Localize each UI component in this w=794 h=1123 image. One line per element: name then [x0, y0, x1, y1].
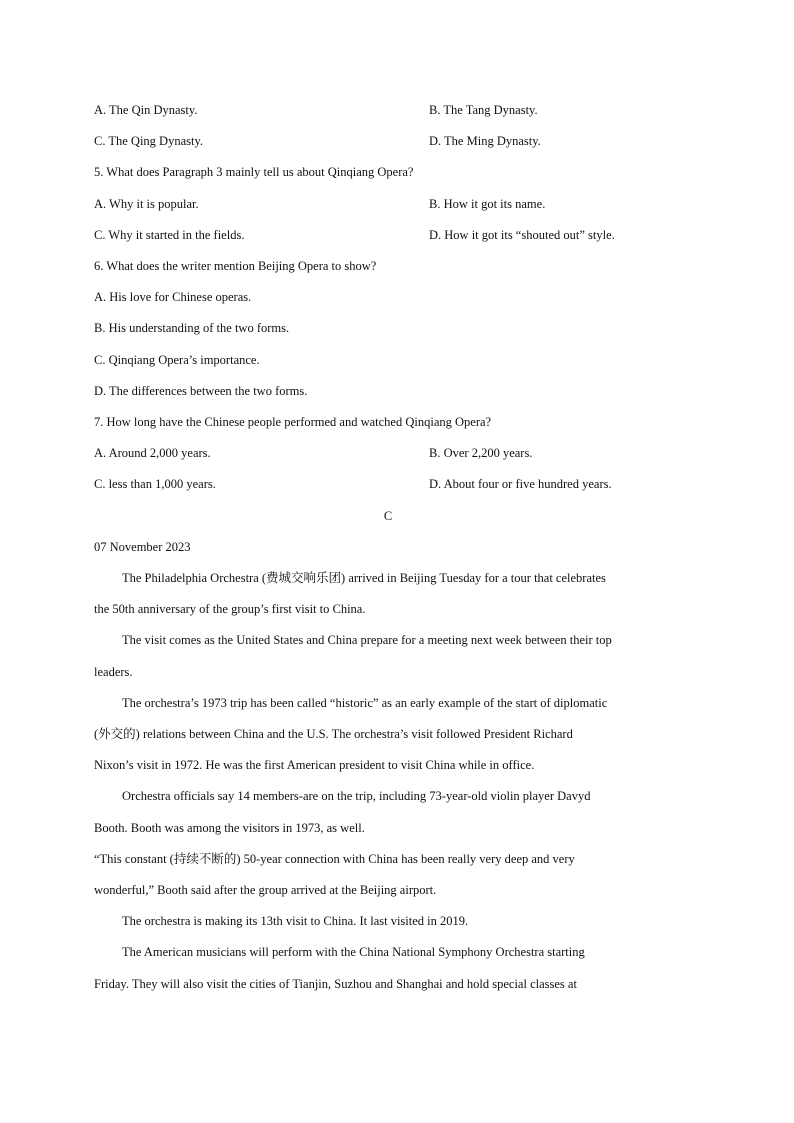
q5-option-b: B. How it got its name. [429, 197, 546, 211]
q5-option-c: C. Why it started in the fields. [94, 228, 245, 242]
passage-line: (外交的) relations between China and the U.S. The orchestra’s visit followed President Richard [94, 727, 573, 741]
q6-option-a: A. His love for Chinese operas. [94, 290, 252, 304]
q4-option-c: C. The Qing Dynasty. [94, 134, 204, 148]
passage-line: Orchestra officials say 14 members-are on the trip, including 73-year-old violin player Davyd [122, 789, 591, 803]
q7-stem: 7. How long have the Chinese people performed and watched Qinqiang Opera? [94, 415, 492, 429]
q6-option-c: C. Qinqiang Opera’s importance. [94, 353, 260, 367]
passage-line: Friday. They will also visit the cities of Tianjin, Suzhou and Shanghai and hold special classes at [94, 977, 577, 991]
q5-option-d: D. How it got its “shouted out” style. [429, 228, 615, 242]
passage-line: The visit comes as the United States and China prepare for a meeting next week between their top [122, 633, 612, 647]
passage-line: Nixon’s visit in 1972. He was the first American president to visit China while in office. [94, 758, 535, 772]
passage-line: The Philadelphia Orchestra (费城交响乐团) arrived in Beijing Tuesday for a tour that celebrates [122, 571, 606, 585]
q4-option-a: A. The Qin Dynasty. [94, 103, 198, 117]
q4-option-b: B. The Tang Dynasty. [429, 103, 538, 117]
q7-option-b: B. Over 2,200 years. [429, 446, 533, 460]
q5-stem: 5. What does Paragraph 3 mainly tell us about Qinqiang Opera? [94, 165, 414, 179]
passage-line: the 50th anniversary of the group’s first visit to China. [94, 602, 366, 616]
q6-stem: 6. What does the writer mention Beijing Opera to show? [94, 259, 377, 273]
section-label: C [383, 509, 393, 523]
passage-line: The orchestra is making its 13th visit to China. It last visited in 2019. [122, 914, 469, 928]
q5-option-a: A. Why it is popular. [94, 197, 199, 211]
passage-line: leaders. [94, 665, 133, 679]
passage-line: “This constant (持续不断的) 50-year connection with China has been really very deep and very [94, 852, 575, 866]
q7-option-a: A. Around 2,000 years. [94, 446, 211, 460]
passage-line: wonderful,” Booth said after the group arrived at the Beijing airport. [94, 883, 437, 897]
passage-date: 07 November 2023 [94, 540, 191, 554]
q4-option-d: D. The Ming Dynasty. [429, 134, 541, 148]
q6-option-d: D. The differences between the two forms. [94, 384, 308, 398]
q7-option-c: C. less than 1,000 years. [94, 477, 216, 491]
passage-line: Booth. Booth was among the visitors in 1973, as well. [94, 821, 365, 835]
q6-option-b: B. His understanding of the two forms. [94, 321, 290, 335]
passage-line: The American musicians will perform with the China National Symphony Orchestra starting [122, 945, 585, 959]
passage-line: The orchestra’s 1973 trip has been called “historic” as an early example of the start of diplomatic [122, 696, 608, 710]
q7-option-d: D. About four or five hundred years. [429, 477, 612, 491]
